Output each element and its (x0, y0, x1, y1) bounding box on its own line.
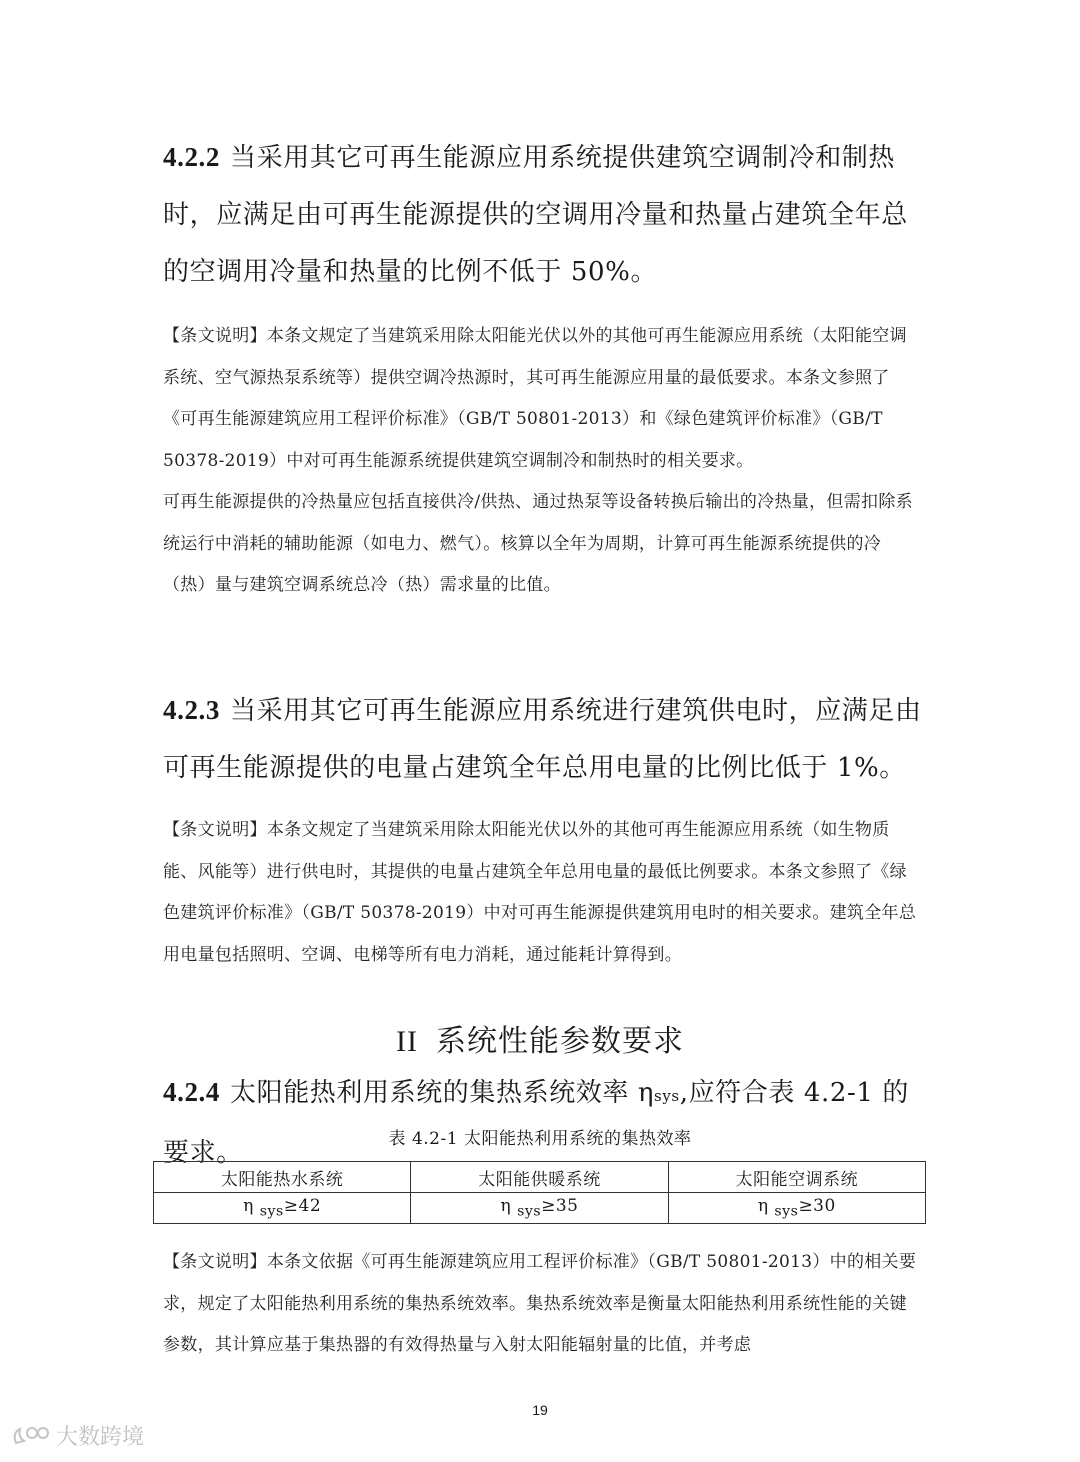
watermark (10, 1420, 144, 1451)
watermark-text: 大数跨境 (56, 1425, 145, 1450)
page-number: 19 (532, 1402, 548, 1418)
explanation-4-2-4 (163, 1242, 923, 1367)
section-title-text: 系统性能参数要求 (435, 1024, 684, 1059)
efficiency-table (153, 1161, 926, 1224)
explanation-text: 本条文依据《可再生能源建筑应用工程评价标准》（GB/T 50801-2013）中的相关要求，规定了太阳能热利用系统的集热系统效率。集热系统效率是衡量太阳能热利用系统性能的关键参数，其计算应基于集热器的有效得热量与入射太阳能辐射量的比值，并考虑 (163, 1252, 917, 1355)
table-cell (411, 1193, 668, 1224)
explanation-text: 本条文规定了当建筑采用除太阳能光伏以外的其他可再生能源应用系统（如生物质能、风能等）进行供电时，其提供的电量占建筑全年总用电量的最低比例要求。本条文参照了《绿色建筑评价标准》（GB/T 50378-2019）中对可再生能源提供建筑用电时的相关要求。建筑全年总用电量包括照明、空调、电梯等所有电力消耗，通过能耗计算得到。 (163, 820, 917, 965)
eta-symbol: η (500, 1196, 512, 1217)
table-row (154, 1193, 926, 1224)
clause-text: 当采用其它可再生能源应用系统进行建筑供电时，应满足由可再生能源提供的电量占建筑全年总用电量的比例比低于 1%。 (163, 696, 922, 783)
section-title (0, 1020, 1080, 1064)
clause-subscript: sys (654, 1087, 680, 1105)
eta-subscript: sys (517, 1203, 542, 1220)
table-caption: 表 4.2-1 太阳能热利用系统的集热效率 (388, 1129, 692, 1149)
cell-value: ≥42 (283, 1196, 322, 1217)
eta-subscript: sys (259, 1203, 284, 1220)
explanation-tag: 【条文说明】 (163, 820, 267, 840)
clause-text: 当采用其它可再生能源应用系统提供建筑空调制冷和制热时，应满足由可再生能源提供的空调用冷量和热量占建筑全年总的空调用冷量和热量的比例不低于 50%。 (163, 143, 908, 287)
clause-4-2-2 (163, 129, 923, 301)
cell-value: ≥35 (541, 1196, 579, 1217)
cell-value: ≥30 (798, 1196, 836, 1217)
table-header-row (154, 1162, 926, 1193)
explanation-4-2-3 (163, 810, 923, 976)
section-roman-numeral: II (396, 1025, 418, 1058)
explanation-tag: 【条文说明】 (163, 326, 267, 346)
explanation-tag: 【条文说明】 (163, 1252, 267, 1272)
clause-number: 4.2.3 (163, 695, 220, 725)
clause-number: 4.2.4 (163, 1077, 220, 1107)
clause-number: 4.2.2 (163, 142, 220, 172)
explanation-text-2: 可再生能源提供的冷热量应包括直接供冷/供热、通过热泵等设备转换后输出的冷热量，但需扣除系统运行中消耗的辅助能源（如电力、燃气）。核算以全年为周期，计算可再生能源系统提供的冷（热）量与建筑空调系统总冷（热）需求量的比值。 (163, 492, 913, 595)
clause-4-2-3 (163, 682, 923, 797)
eta-subscript: sys (774, 1203, 799, 1220)
clause-text: 太阳能热利用系统的集热系统效率 η (230, 1078, 655, 1108)
eta-symbol: η (757, 1196, 769, 1217)
clause-text-after: ,应符合表 4.2-1 的要求。 (163, 1078, 909, 1168)
table-cell (154, 1193, 411, 1224)
table-header-cell: 太阳能供暖系统 (411, 1162, 668, 1193)
table-header-cell: 太阳能热水系统 (154, 1162, 411, 1193)
eta-symbol: η (243, 1196, 254, 1217)
explanation-text: 本条文规定了当建筑采用除太阳能光伏以外的其他可再生能源应用系统（太阳能空调系统、空气源热泵系统等）提供空调冷热源时，其可再生能源应用量的最低要求。本条文参照了《可再生能源建筑应用工程评价标准》（GB/T 50801-2013）和《绿色建筑评价标准》（GB/T 50378-2019）中对可再生能源系统提供建筑空调制冷和制热时的相关要求。 (163, 326, 907, 471)
table-cell (668, 1193, 925, 1224)
table-header-cell: 太阳能空调系统 (668, 1162, 925, 1193)
explanation-4-2-2 (163, 316, 923, 607)
watermark-logo-icon (10, 1423, 50, 1449)
